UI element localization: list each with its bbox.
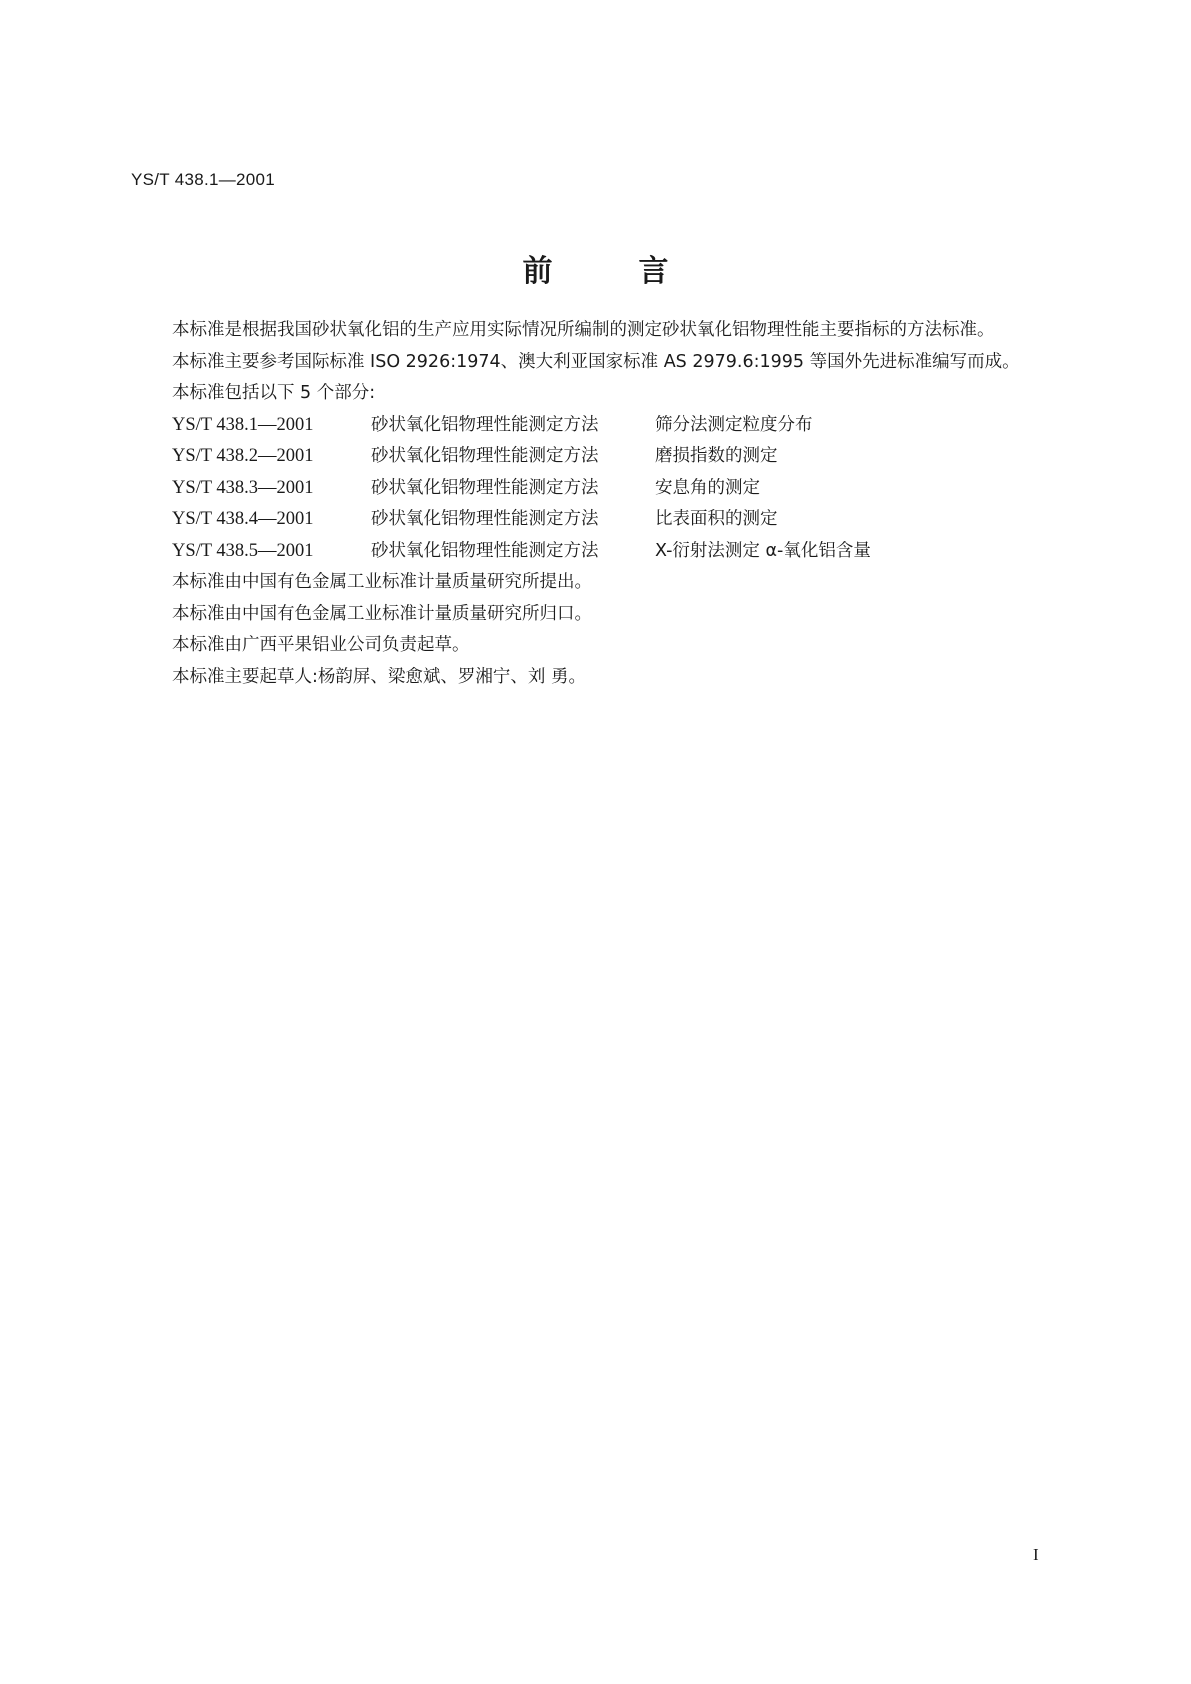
part-row: [128, 536, 1064, 568]
page-number: I: [1033, 1545, 1039, 1564]
paragraph-proposer: 本标准由中国有色金属工业标准计量质量研究所提出。: [172, 572, 592, 592]
part-row: [128, 410, 1064, 442]
parts-list: [128, 410, 1064, 568]
part-row: [128, 504, 1064, 536]
paragraph-drafting-unit: 本标准由广西平果铝业公司负责起草。: [172, 635, 470, 655]
part-subject: 安息角的测定: [655, 477, 760, 498]
standard-code-header: YS/T 438.1—2001: [131, 170, 276, 189]
foreword-body: [128, 315, 1064, 693]
part-code: YS/T 438.2—2001: [172, 446, 314, 466]
part-method: 砂状氧化铝物理性能测定方法: [371, 414, 599, 435]
paragraph-references: 本标准主要参考国际标准 ISO 2926:1974、澳大利亚国家标准 AS 2979.6:1995 等国外先进标准编写而成。: [172, 351, 1020, 372]
part-code: YS/T 438.3—2001: [172, 477, 314, 498]
part-code: YS/T 438.5—2001: [172, 540, 314, 561]
part-subject: X-衍射法测定 α-氧化铝含量: [655, 540, 871, 561]
part-row: [128, 473, 1064, 505]
paragraph-administrator: 本标准由中国有色金属工业标准计量质量研究所归口。: [172, 603, 592, 624]
paragraph-drafters: 本标准主要起草人:杨韵屏、梁愈斌、罗湘宁、刘 勇。: [172, 666, 586, 687]
part-code: YS/T 438.4—2001: [172, 509, 314, 529]
part-method: 砂状氧化铝物理性能测定方法: [371, 477, 599, 498]
part-code: YS/T 438.1—2001: [172, 414, 314, 435]
part-subject: 筛分法测定粒度分布: [655, 414, 813, 435]
part-row: [128, 441, 1064, 473]
part-method: 砂状氧化铝物理性能测定方法: [371, 446, 599, 466]
part-subject: 磨损指数的测定: [655, 446, 778, 466]
part-method: 砂状氧化铝物理性能测定方法: [371, 509, 599, 529]
paragraph-intro: 本标准是根据我国砂状氧化铝的生产应用实际情况所编制的测定砂状氧化铝物理性能主要指标的方法标准。: [172, 320, 995, 340]
part-subject: 比表面积的测定: [655, 509, 778, 529]
page-title: 前言: [522, 254, 755, 289]
paragraph-parts-lead: 本标准包括以下 5 个部分:: [172, 383, 376, 403]
part-method: 砂状氧化铝物理性能测定方法: [371, 540, 599, 561]
